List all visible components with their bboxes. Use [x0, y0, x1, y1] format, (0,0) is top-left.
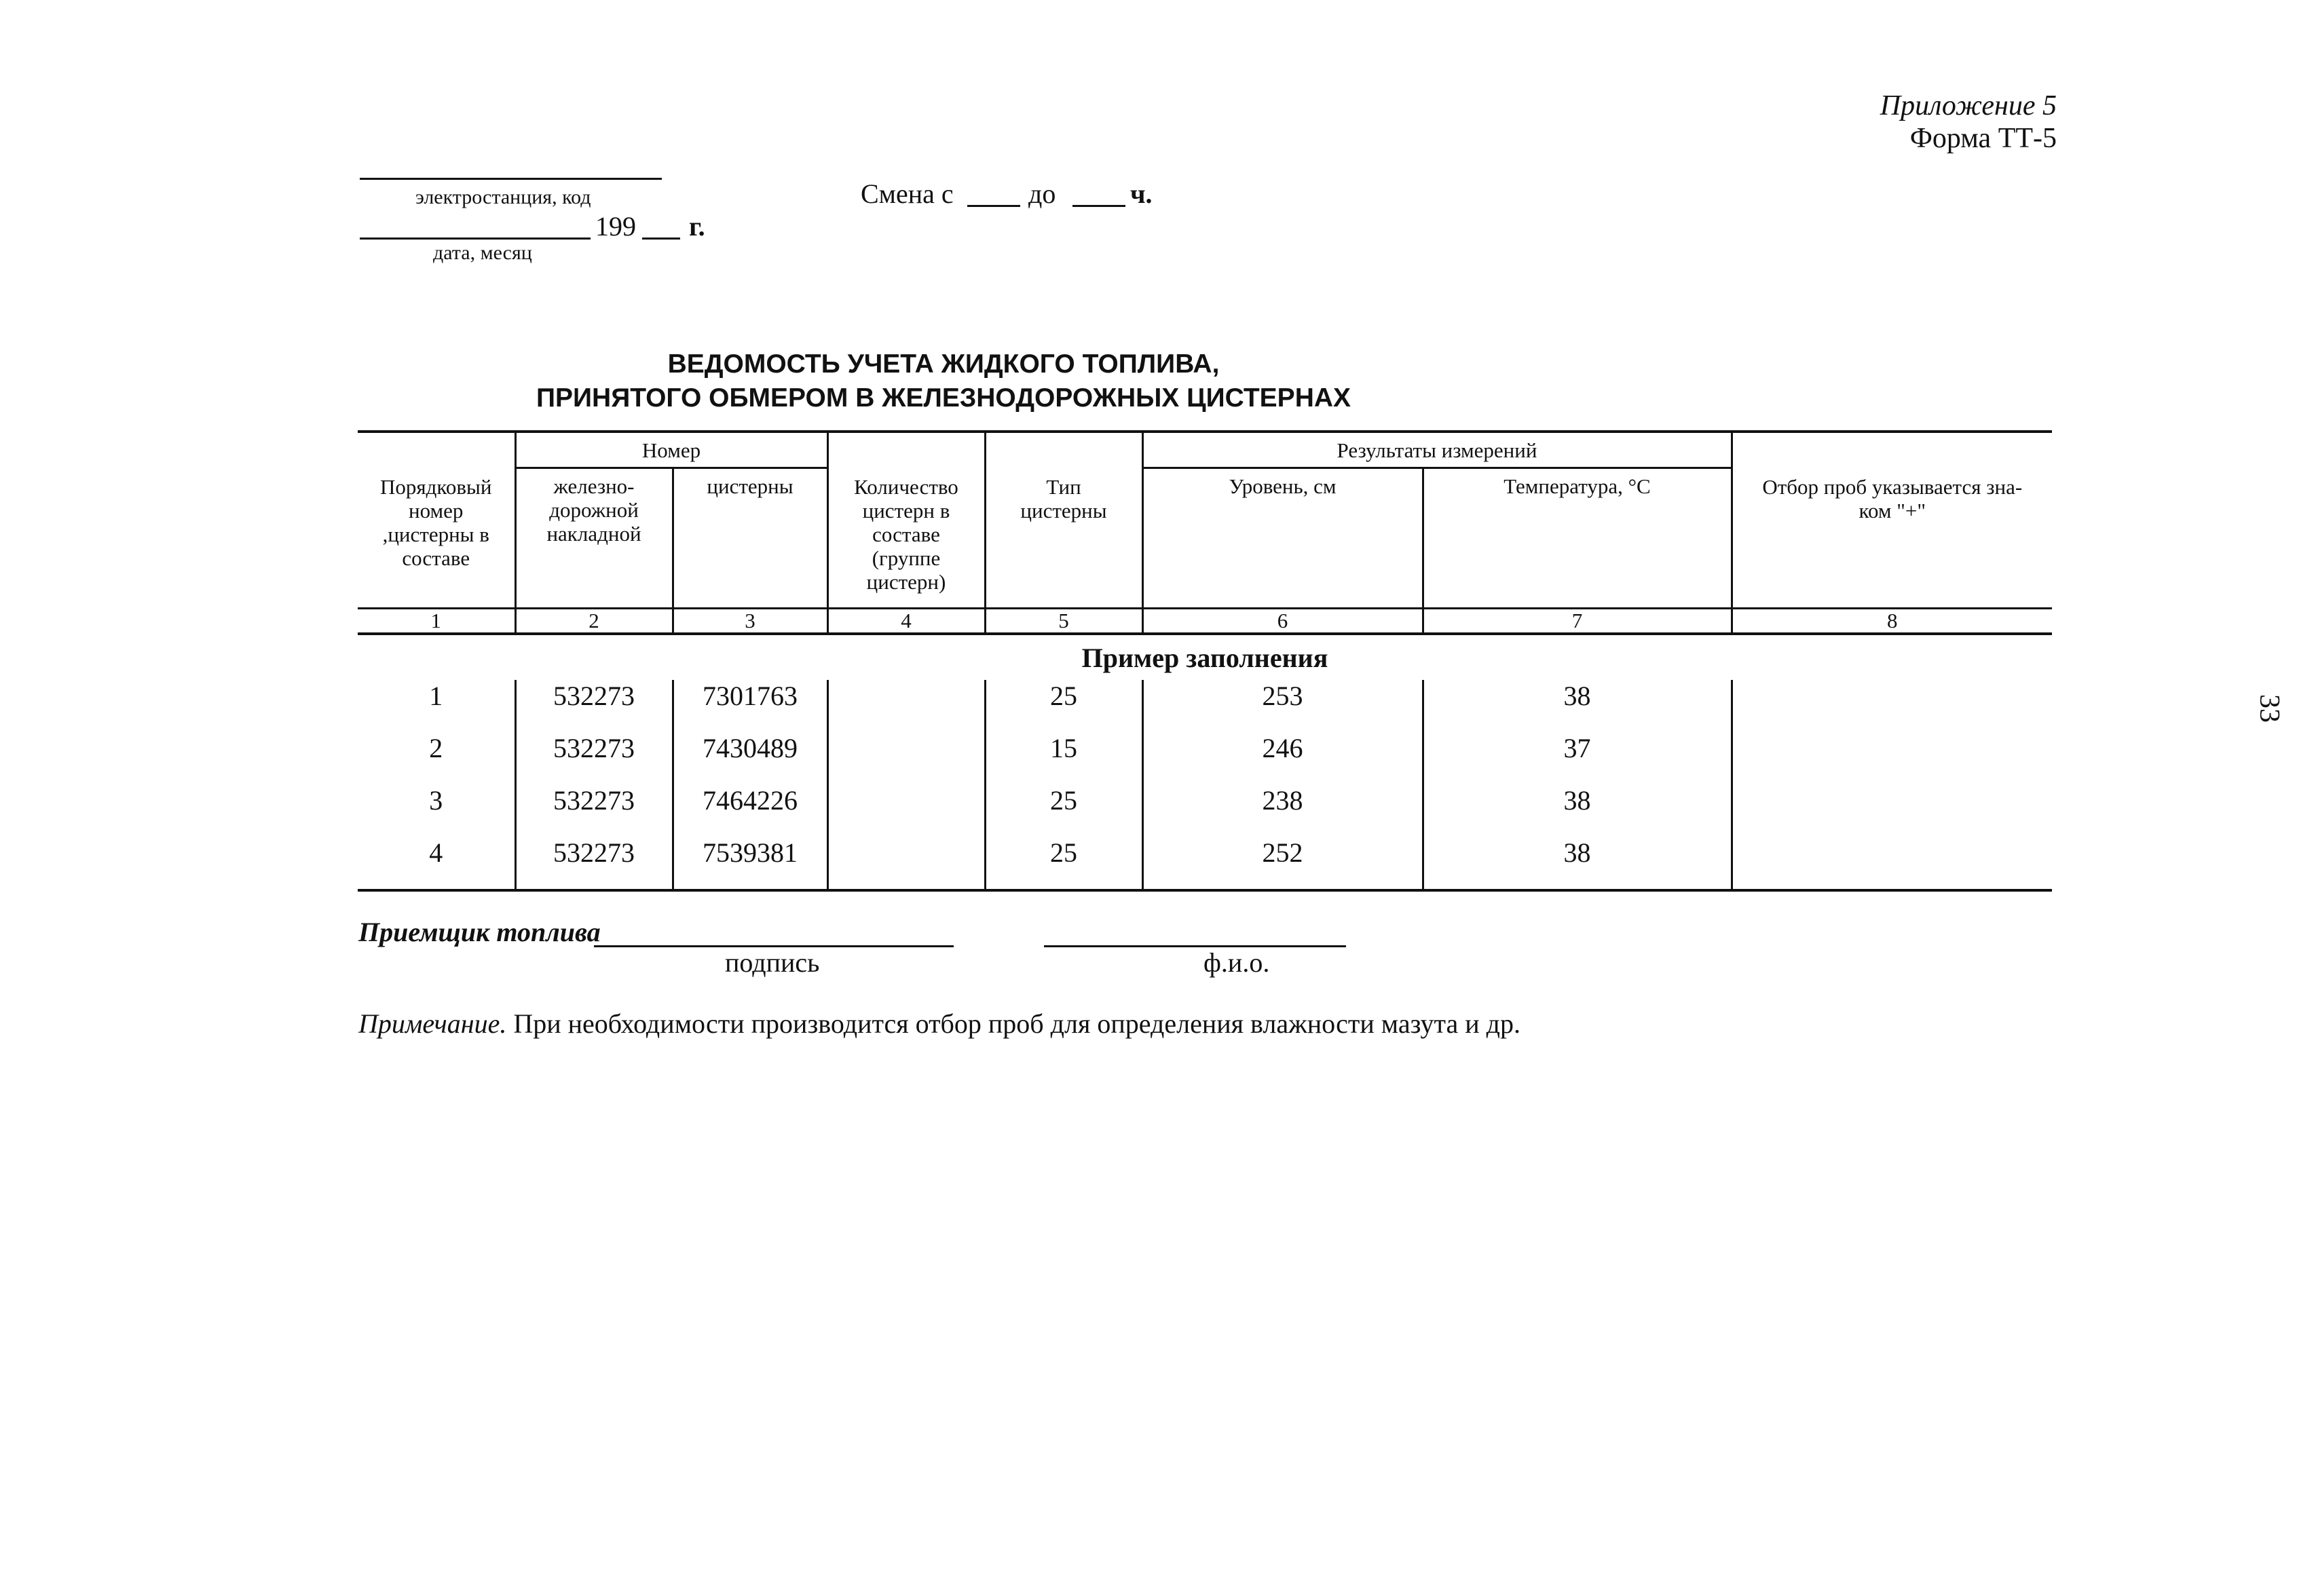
- column-numbers-row: [358, 609, 2052, 634]
- cell-sample: [1732, 680, 2052, 732]
- table-row: [358, 784, 2052, 837]
- cell-n: 3: [358, 784, 515, 837]
- cell-sample: [1732, 837, 2052, 890]
- number-group-header: Номер: [515, 432, 827, 468]
- col-number: 3: [673, 609, 827, 634]
- cell-level: 246: [1142, 732, 1423, 784]
- date-label: дата, месяц: [433, 242, 532, 264]
- cell-type: 25: [985, 837, 1142, 890]
- cell-temp: 38: [1423, 680, 1732, 732]
- appendix-label: Приложение 5: [1880, 90, 2057, 121]
- col-number: 4: [827, 609, 985, 634]
- cell-level: 238: [1142, 784, 1423, 837]
- shift-from: Смена с: [861, 178, 954, 209]
- cell-type: 25: [985, 680, 1142, 732]
- cell-temp: 38: [1423, 837, 1732, 890]
- col-header-6: Уровень, см: [1142, 468, 1423, 609]
- cell-temp: 37: [1423, 732, 1732, 784]
- name-label: ф.и.о.: [1203, 947, 1270, 978]
- col-number: 2: [515, 609, 673, 634]
- cell-n: 2: [358, 732, 515, 784]
- note-label: Примечание.: [358, 1008, 507, 1039]
- table-row: [358, 680, 2052, 732]
- table-row: [358, 837, 2052, 890]
- receiver-label: Приемщик топлива: [358, 917, 601, 947]
- cell-level: 253: [1142, 680, 1423, 732]
- date-line: [360, 238, 591, 240]
- cell-level: 252: [1142, 837, 1423, 890]
- col-header-2: железно-дорожной накладной: [515, 468, 673, 609]
- shift-from-line: [967, 205, 1020, 207]
- cell-waybill: 532273: [515, 732, 673, 784]
- cell-n: 1: [358, 680, 515, 732]
- year-suffix: г.: [689, 211, 705, 242]
- fuel-table: [358, 430, 2052, 892]
- year-prefix: 199: [595, 211, 636, 242]
- note-text: При необходимости производится отбор проб для определения влажности мазута и др.: [513, 1008, 1521, 1039]
- cell-waybill: 532273: [515, 680, 673, 732]
- col-header-1: Порядковый номер ,цистерны в составе: [358, 432, 515, 609]
- col-header-8: Отбор проб указывается зна-ком "+": [1732, 432, 2052, 609]
- cell-count: [827, 680, 985, 732]
- cell-count: [827, 732, 985, 784]
- col-number: 5: [985, 609, 1142, 634]
- title-line-1: ВЕДОМОСТЬ УЧЕТА ЖИДКОГО ТОПЛИВА,: [667, 349, 1220, 379]
- shift-hours: ч.: [1130, 178, 1153, 209]
- cell-tank: 7301763: [673, 680, 827, 732]
- form-label: Форма ТТ-5: [1909, 123, 2057, 154]
- col-number: 8: [1732, 609, 2052, 634]
- cell-count: [827, 837, 985, 890]
- signature-label: подпись: [725, 947, 820, 978]
- results-group-header: Результаты измерений: [1142, 432, 1732, 468]
- cell-tank: 7539381: [673, 837, 827, 890]
- shift-to: до: [1028, 178, 1056, 209]
- cell-waybill: 532273: [515, 837, 673, 890]
- col-number: 7: [1423, 609, 1732, 634]
- note: [358, 1008, 1520, 1040]
- cell-type: 25: [985, 784, 1142, 837]
- cell-tank: 7430489: [673, 732, 827, 784]
- station-label: электростанция, код: [415, 186, 591, 208]
- cell-sample: [1732, 732, 2052, 784]
- col-header-5: Тип цистерны: [985, 432, 1142, 609]
- cell-n: 4: [358, 837, 515, 890]
- cell-type: 15: [985, 732, 1142, 784]
- col-header-7: Температура, °С: [1423, 468, 1732, 609]
- appendix-header: [1880, 90, 2057, 155]
- cell-sample: [1732, 784, 2052, 837]
- table-row: [358, 732, 2052, 784]
- shift-to-line: [1072, 205, 1125, 207]
- col-number: 6: [1142, 609, 1423, 634]
- cell-waybill: 532273: [515, 784, 673, 837]
- col-number: 1: [358, 609, 515, 634]
- document-title: [0, 347, 1887, 415]
- cell-tank: 7464226: [673, 784, 827, 837]
- name-line: [1044, 945, 1346, 947]
- title-line-2: ПРИНЯТОГО ОБМЕРОМ В ЖЕЛЕЗНОДОРОЖНЫХ ЦИСТЕРНАХ: [536, 383, 1351, 413]
- page-number: 33: [2254, 694, 2285, 723]
- cell-count: [827, 784, 985, 837]
- station-line: [360, 178, 662, 180]
- year-line: [642, 238, 680, 240]
- col-header-3: цистерны: [673, 468, 827, 609]
- cell-temp: 38: [1423, 784, 1732, 837]
- example-label: Пример заполнения: [1081, 642, 1328, 673]
- col-header-4: Количество цистерн в составе (группе цистерн): [827, 432, 985, 609]
